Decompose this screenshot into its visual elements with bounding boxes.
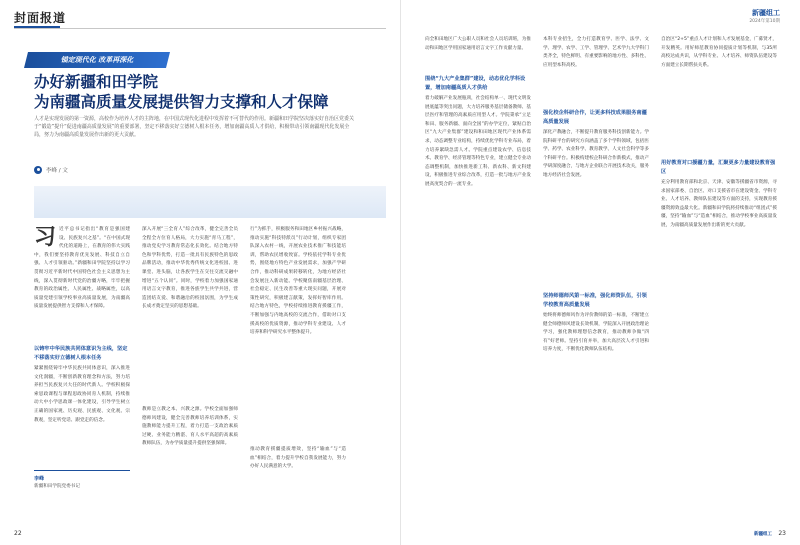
right-column-3 bbox=[661, 36, 777, 419]
author-icon bbox=[34, 166, 42, 174]
right-column-1 bbox=[425, 36, 531, 475]
left-column-2 bbox=[142, 226, 238, 506]
footer-brand: 新疆组工 bbox=[754, 532, 772, 537]
left-column-3 bbox=[250, 226, 346, 512]
topic-tag bbox=[24, 52, 170, 68]
byline bbox=[34, 166, 68, 174]
column-body bbox=[34, 226, 130, 342]
sidebar-author: 李峰 bbox=[34, 476, 45, 482]
subheading: 坚持师德师风第一标准，强化师资队伍，引领学校教育高质量发展 bbox=[543, 293, 647, 308]
byline-text: 李峰 / 文 bbox=[46, 168, 68, 174]
body-text: 充分利用教育部和北京、天津、安徽等援疆省市资源，寻求国家部委、自治区、对口支援省市在建设资金、学科专业、人才培养、教师队伍建设等方面的支持，实现教育援疆资源效益最大化。新疆和田学院将持续推动“组团式”援疆，坚持“输血”与“造血”相结合，推动学校事业高质量发展，为南疆高质量发展作出新的更大贡献。 bbox=[661, 180, 777, 228]
body-text: 深入开展“三全育人”综合改革，健全完善全员全程全方位育人格局，大力实施“青马工程”，推动党史学习教育常态化长效化。结合地方特色和学科优势，打造一批具有民族特色的思政品牌活动，推动中华优秀传统文化进校园、进课堂、进头脑，让各族学生在交往交流交融中增进“五个认同”。同时，学校着力加强国家通用语言文字教育，推进各族学生共学共进，营造团结友爱、和谐融洽的校园氛围，为学生成长成才奠定坚实的思想基础。 bbox=[142, 227, 238, 310]
author-sidebar bbox=[34, 470, 130, 491]
body-text: 教师是立教之本、兴教之源。学校全面加强师德师风建设，健全完善教师培养培训体系，实施教师能力提升工程，着力打造一支政治素质过硬、业务能力精湛、育人水平高超的高素质教师队伍，为办学质量提升提供坚强保障。 bbox=[142, 407, 238, 447]
magazine-header bbox=[749, 8, 780, 24]
article-lede: 人才是实现发展的第一资源，高校作为培养人才的主阵地，在中国式现代化进程中发挥着不可替代的作用。新疆和田学院坚决落实好自治区党委关于“锻造”提升“促进南疆高质量发展”的重要部署，坚定不移落实好立德树人根本任务，增加南疆高质人才供给，积极带动引领南疆现代化发展全局，努力为南疆高质量发展作出新的更大贡献。 bbox=[34, 116, 355, 139]
body-text: 紧紧围绕铸牢中华民族共同体意识，深入推进文化润疆，不断创新教育理念和方法，努力培养担当民族复兴大任的时代新人。学校积极探索思政课程与课程思政协同育人机制，持续推动大中小学思政课一体化建设，引导学生树立正确的国家观、历史观、民族观、文化观、宗教观，坚定听党话、跟党走的信念。 bbox=[34, 366, 130, 423]
body-text: 近平总书记指出“教育是强国建设、民族复兴之基”。“在中国式现代化的道路上，在教育的伟大实践中，我们要坚持教育优先发展、科技自立自强、人才引领驱动。”新疆和田学院坚持以学习贯彻习近平新时代中国特色社会主义思想为主线，深入贯彻新时代党的治疆方略，牢牢把握教育的政治属性、人民属性、战略属性，以高质量党建引领学校事业高质量发展，为南疆高质量发展提供智力支撑和人才保障。 bbox=[34, 227, 130, 310]
body-text: 本科专业招生，全力打造教育学、医学、法学、文学、理学、农学、工学、管理学、艺术学九大学科门类齐全，特色鲜明、有重要影响的地方性、多科性、应用型本科高校。 bbox=[543, 37, 649, 68]
magazine-logo: 新疆组工 bbox=[752, 9, 780, 17]
subheading: 用好教育对口援疆力量，汇聚更多力量建设教育强区 bbox=[661, 160, 776, 175]
left-column-1 bbox=[34, 226, 130, 431]
right-page bbox=[400, 0, 800, 545]
body-text: 着力破解产业发展瓶颈，社会结构单一、现代文明发展底蕴等突出问题，大力培养服务基层储备教师、基层医疗和管理的高素质应用型人才。学院秉承“立足和田、服务新疆、面向全国”的办学定位，紧贴自治区“九大产业集群”建设和和田地区现代产业体系需求，动态调整专业结构，持续优化学科专业布局，着力培养紧缺急需人才。学院重点建设农学、信息技术、教育学、经济管理等特色专业，建立健全专业动态调整机制，加快推进新工科、新农科、新文科建设，积极推进专业综合改革，打造一批与地方产业发展高度契合的一流专业。 bbox=[425, 96, 531, 187]
right-column-2 bbox=[543, 36, 649, 442]
topic-tag-label: 锚定现代化 改革再深化 bbox=[60, 56, 134, 64]
body-text: 推动教育援疆提质增效，坚持“输血”与“造血”相结合，着力提升学校自我发展能力，努力办好人民满意的大学。 bbox=[250, 447, 346, 470]
body-text: 深化产教融合，不断提升教育服务科技创新能力。学院科研平台的研究方向涵盖了多个学科领域，包括医学、药学、农业科学、教育教学、人文社会科学等多个科研平台。积极构建校企科研合作新模式，推动产学研深度融合，与地方企业联合开展技术攻关，服务地方经济社会发展。 bbox=[543, 130, 649, 178]
issue-label: 2024年第10期 bbox=[749, 19, 780, 24]
body-text: 行”为抓手，积极服务和田地区乡村振兴战略，推动实施“科技特派员”行动计划，组织专家团队深入农村一线，开展农业技术推广和技能培训，帮助农民增收致富。学校依托学科专业优势，围绕地方特色产业发展需求，加强产学研合作，推动科研成果转移转化，为地方经济社会发展注入新动能。学校聚焦南疆基层治理、社会稳定、民生改善等重大现实问题，开展对策性研究，积极建言献策，发挥好智库作用。结合地方特色，学校持续推进教育援疆工作，不断加强与内地高校的交流合作，借助对口支援高校的优质资源，推动学科专业建设、人才培养和科学研究水平整体提升。 bbox=[250, 227, 346, 336]
subheading: 以铸牢中华民族共同体意识为主线，坚定不移落实好立德树人根本任务 bbox=[34, 346, 128, 361]
headline-line-1: 办好新疆和田学院 bbox=[34, 73, 159, 91]
banner-image bbox=[34, 186, 386, 218]
body-text: 向全和田地区广大公职人员和社会人员培训班，为推动和田地区学用国家通用语言文字工作贡献力量。 bbox=[425, 37, 531, 51]
subheading: 围绕“九大产业集群”建设，动态优化学科设置，增加南疆高质人才供给 bbox=[425, 76, 526, 91]
subheading: 强化校企科研合作，让更多科技成果服务南疆高质量发展 bbox=[543, 110, 647, 125]
section-label: 封面报道 bbox=[14, 11, 67, 25]
section-divider bbox=[14, 28, 386, 29]
headline-line-2: 为南疆高质量发展提供智力支撑和人才保障 bbox=[34, 93, 329, 111]
article-headline bbox=[34, 72, 384, 112]
body-text: 自治区“2+5”重点人才计划和人才发展基金，广募贤才，开发精英。用好师范教育协同提质计划等机制，与35所高校达成共识，从学科专业、人才培养、师资队伍建设等方面建立长期帮扶关系。 bbox=[661, 37, 777, 68]
sidebar-author-title: 新疆和田学院党委书记 bbox=[34, 484, 80, 489]
page-number-left: 22 bbox=[14, 530, 22, 537]
body-text: 始终将师德师风作为评价教师的第一标准，不断建立健全师德师风建设长效机制，学院深入开展政治理论学习，强化教师理想信念教育，推动教师争做“四有”好老师。坚持引育并举，加大高层次人才引进和培养力度，不断优化教师队伍结构。 bbox=[543, 313, 649, 353]
dropcap: 习 bbox=[34, 226, 57, 250]
page-number-right: 23 bbox=[778, 530, 786, 537]
